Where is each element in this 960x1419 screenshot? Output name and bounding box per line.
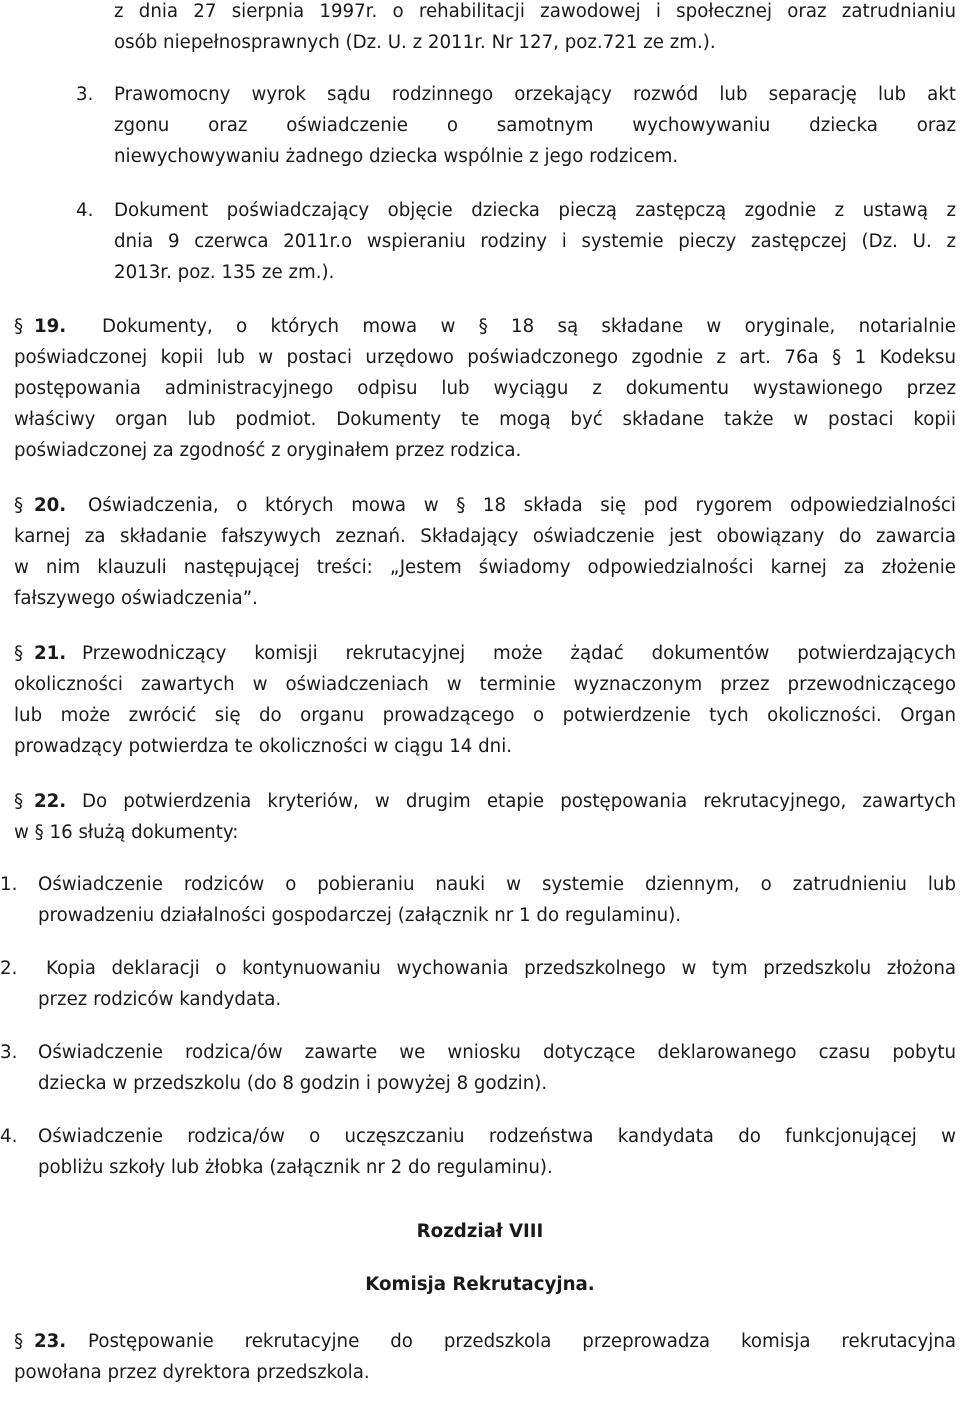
chapter-heading: Rozdział VIII [416,1221,544,1242]
paragraph-20 [14,490,956,645]
text-line: poświadczonej kopii lub w postaci urzędowo poświadczonego zgodnie z art. 76a § 1 Kodeksu [14,347,956,368]
item-3-text [114,79,956,203]
list-item-number: 1. [0,874,18,895]
text-line: Oświadczenia, o których mowa w § 18 składa się pod rygorem odpowiedzialności [88,495,956,516]
item-4-text [114,195,956,319]
text-line: niewychowywaniu żadnego dziecka wspólnie z jego rodzicem. [114,146,679,167]
list-item [38,869,956,962]
text-line: przez rodziców kandydata. [38,989,282,1010]
text-line: pobliżu szkoły lub żłobka (załącznik nr 2 do regulaminu). [38,1157,553,1178]
text-line: Do potwierdzenia kryteriów, w drugim etapie postępowania rekrutacyjnego, zawartych [82,791,956,812]
text-line: zgonu oraz oświadczenie o samotnym wychowywaniu dziecka oraz [114,115,956,136]
text-line: fałszywego oświadczenia”. [14,588,258,609]
list-item-number: 2. [0,958,18,979]
text-line: Oświadczenie rodzica/ów zawarte we wniosku dotyczące deklarowanego czasu pobytu [38,1042,956,1063]
paragraph-19 [14,311,956,497]
list-item-number: 3. [0,1042,18,1063]
text-line: dnia 9 czerwca 2011r.o wspieraniu rodziny i systemie pieczy zastępczej (Dz. U. z [114,231,956,252]
text-line: Dokumenty, o których mowa w § 18 są składane w oryginale, notarialnie [102,316,956,337]
text-line: prowadzeniu działalności gospodarczej (załącznik nr 1 do regulaminu). [38,905,682,926]
section-number: 23. [34,1331,67,1352]
text-line: w § 16 służą dokumenty: [14,822,239,843]
text-line: prowadzący potwierdza te okoliczności w ciągu 14 dni. [14,736,513,757]
paragraph-21 [14,638,956,793]
text-line: w nim klauzuli następującej treści: „Jestem świadomy odpowiedzialności karnej za złożenie [14,557,956,578]
item-2-continuation [114,0,956,89]
list-item [38,953,956,1046]
text-line: postępowania administracyjnego odpisu lub wyciągu z dokumentu wystawionego przez [14,378,956,399]
text-line: poświadczonej za zgodność z oryginałem przez rodzica. [14,440,522,461]
item-number: 4. [76,200,94,221]
section-number: 22. [34,791,67,812]
section-marker-icon: § [14,791,24,812]
section-marker-icon: § [14,643,24,664]
text-line: dziecka w przedszkolu (do 8 godzin i powyżej 8 godzin). [38,1073,548,1094]
text-line: powołana przez dyrektora przedszkola. [14,1362,370,1383]
text-line: z dnia 27 sierpnia 1997r. o rehabilitacji zawodowej i społecznej oraz zatrudnianiu [114,1,956,22]
list-item-number: 4. [0,1126,18,1147]
text-line: karnej za składanie fałszywych zeznań. Składający oświadczenie jest obowiązany do zawarcia [14,526,956,547]
section-number: 20. [34,495,67,516]
text-line: właściwy organ lub podmiot. Dokumenty te mogą być składane także w postaci kopii [14,409,956,430]
text-line: Kopia deklaracji o kontynuowaniu wychowania przedszkolnego w tym przedszkolu złożona [46,958,956,979]
list-item [38,1037,956,1130]
text-line: lub może zwrócić się do organu prowadzącego o potwierdzenie tych okoliczności. Organ [14,705,956,726]
text-line: Oświadczenie rodziców o pobieraniu nauki w systemie dziennym, o zatrudnieniu lub [38,874,956,895]
text-line: okoliczności zawartych w oświadczeniach w terminie wyznaczonym przez przewodniczącego [14,674,956,695]
text-line: Dokument poświadczający objęcie dziecka pieczą zastępczą zgodnie z ustawą z [114,200,956,221]
section-number: 19. [34,316,67,337]
paragraph-23 [14,1326,956,1419]
text-line: Prawomocny wyrok sądu rodzinnego orzekający rozwód lub separację lub akt [114,84,956,105]
section-number: 21. [34,643,67,664]
section-marker-icon: § [14,1331,24,1352]
section-marker-icon: § [14,495,24,516]
paragraph-22 [14,786,956,879]
chapter-title: Komisja Rekrutacyjna. [365,1274,595,1295]
list-item [38,1121,956,1214]
text-line: Oświadczenie rodzica/ów o uczęszczaniu rodzeństwa kandydata do funkcjonującej w [38,1126,956,1147]
item-number: 3. [76,84,94,105]
text-line: Przewodniczący komisji rekrutacyjnej może żądać dokumentów potwierdzających [82,643,956,664]
section-marker-icon: § [14,316,24,337]
text-line: 2013r. poz. 135 ze zm.). [114,262,335,283]
text-line: osób niepełnosprawnych (Dz. U. z 2011r. Nr 127, poz.721 ze zm.). [114,32,716,53]
text-line: Postępowanie rekrutacyjne do przedszkola przeprowadza komisja rekrutacyjna [88,1331,956,1352]
